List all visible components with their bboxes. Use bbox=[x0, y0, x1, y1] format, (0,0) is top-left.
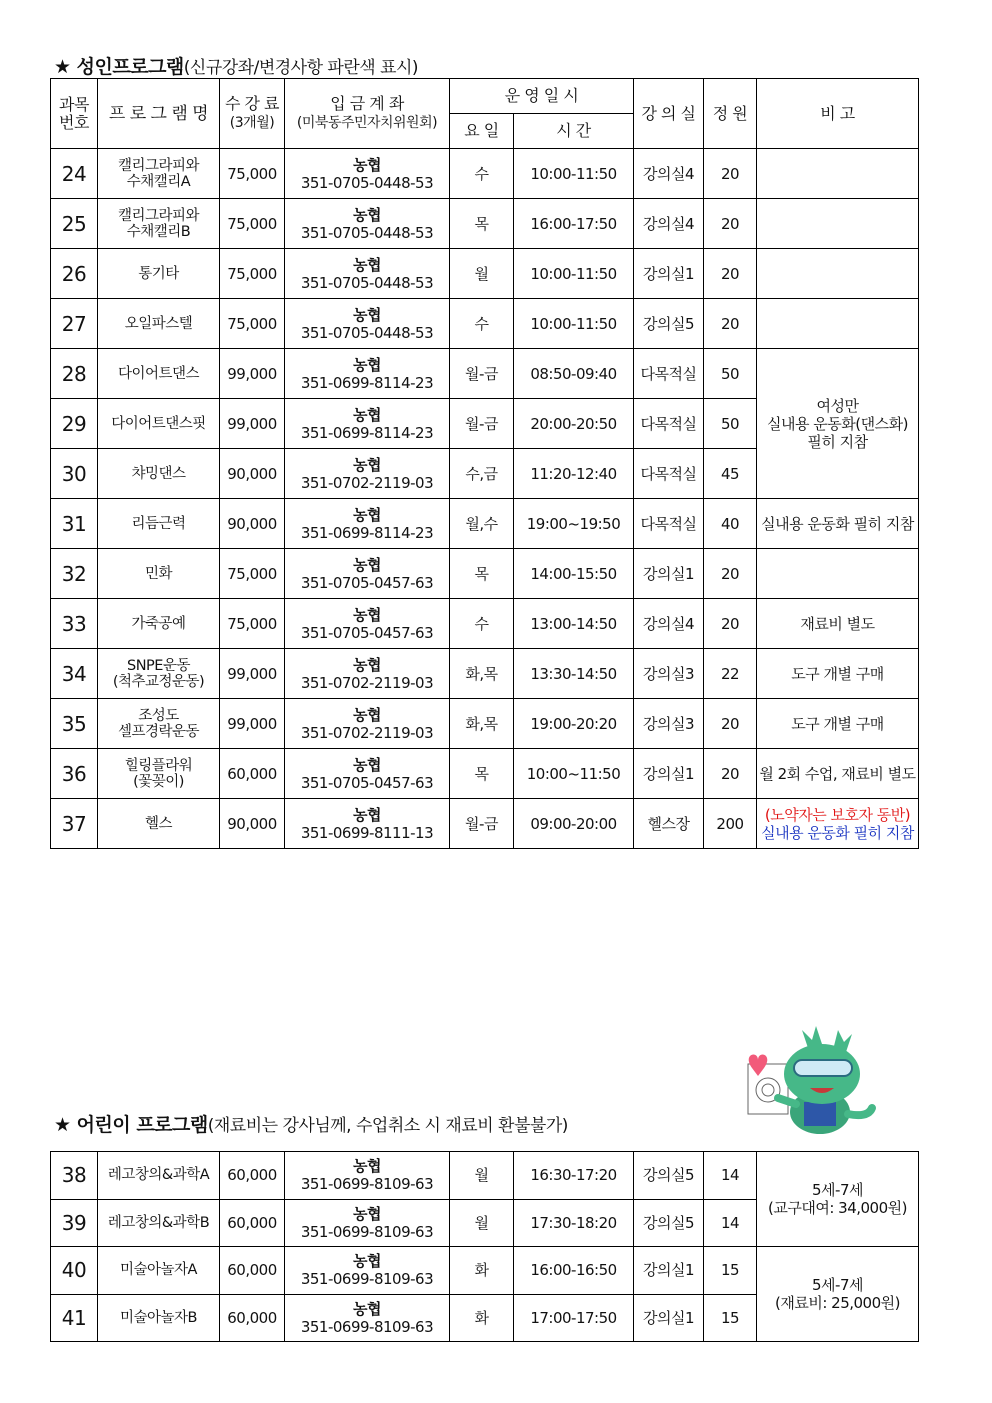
course-number: 39 bbox=[51, 1199, 98, 1247]
program-name-line: 수채캘리A bbox=[126, 173, 191, 190]
program-name bbox=[98, 249, 220, 299]
room: 강의실1 bbox=[634, 749, 704, 799]
course-number: 31 bbox=[51, 499, 98, 549]
room: 강의실4 bbox=[634, 149, 704, 199]
day: 월-금 bbox=[450, 399, 514, 449]
bank-name: 농협 bbox=[353, 205, 381, 224]
course-number: 36 bbox=[51, 749, 98, 799]
program-name-line: 캘리그라피와 bbox=[117, 207, 200, 224]
time: 14:00-15:50 bbox=[514, 549, 634, 599]
room: 헬스장 bbox=[634, 799, 704, 849]
time: 17:00-17:50 bbox=[514, 1294, 634, 1342]
program-name-line: 다이어트댄스 bbox=[117, 365, 200, 382]
course-number: 24 bbox=[51, 149, 98, 199]
program-name bbox=[98, 599, 220, 649]
course-number: 28 bbox=[51, 349, 98, 399]
course-number: 29 bbox=[51, 399, 98, 449]
account-cell bbox=[285, 149, 450, 199]
note bbox=[757, 1247, 919, 1342]
capacity: 20 bbox=[704, 299, 757, 349]
day: 목 bbox=[450, 749, 514, 799]
note bbox=[757, 149, 919, 199]
day: 목 bbox=[450, 549, 514, 599]
table-row bbox=[51, 799, 919, 849]
adult-section-title bbox=[54, 52, 418, 79]
program-name-line: 미술아놀자A bbox=[120, 1262, 197, 1279]
note-line: 필히 지참 bbox=[807, 432, 868, 451]
bank-name: 농협 bbox=[353, 655, 381, 674]
bank-name: 농협 bbox=[353, 155, 381, 174]
program-name-line: 미술아놀자B bbox=[120, 1309, 197, 1326]
day: 월-금 bbox=[450, 799, 514, 849]
fee: 75,000 bbox=[220, 249, 285, 299]
fee: 90,000 bbox=[220, 799, 285, 849]
account-cell bbox=[285, 499, 450, 549]
note-line: (교구대여: 34,000원) bbox=[768, 1199, 907, 1217]
room: 강의실1 bbox=[634, 1294, 704, 1342]
day: 수,금 bbox=[450, 449, 514, 499]
room: 다목적실 bbox=[634, 449, 704, 499]
children-title-sub: (재료비는 강사님께, 수업취소 시 재료비 환불불가) bbox=[207, 1116, 568, 1136]
room: 강의실5 bbox=[634, 299, 704, 349]
account-number: 351-0702-2119-03 bbox=[300, 673, 434, 692]
capacity: 20 bbox=[704, 149, 757, 199]
table-row bbox=[51, 1247, 919, 1295]
room: 강의실5 bbox=[634, 1199, 704, 1247]
fee: 99,000 bbox=[220, 399, 285, 449]
program-name bbox=[98, 299, 220, 349]
fee: 75,000 bbox=[220, 549, 285, 599]
bank-name: 농협 bbox=[353, 1252, 381, 1271]
time: 10:00-11:50 bbox=[514, 299, 634, 349]
room: 강의실1 bbox=[634, 549, 704, 599]
capacity: 50 bbox=[704, 349, 757, 399]
course-number: 32 bbox=[51, 549, 98, 599]
capacity: 20 bbox=[704, 599, 757, 649]
time: 19:00-20:20 bbox=[514, 699, 634, 749]
day: 수 bbox=[450, 299, 514, 349]
account-cell bbox=[285, 399, 450, 449]
capacity: 20 bbox=[704, 699, 757, 749]
program-name-line: 다이어트댄스핏 bbox=[111, 415, 206, 432]
note bbox=[757, 249, 919, 299]
table-row bbox=[51, 1152, 919, 1200]
header-fee: 수 강 료 (3개월) bbox=[220, 79, 285, 149]
fee: 60,000 bbox=[220, 1294, 285, 1342]
capacity: 45 bbox=[704, 449, 757, 499]
table-row bbox=[51, 749, 919, 799]
account-cell bbox=[285, 699, 450, 749]
capacity: 20 bbox=[704, 749, 757, 799]
bank-name: 농협 bbox=[353, 405, 381, 424]
account-number: 351-0705-0457-63 bbox=[300, 773, 434, 792]
bank-name: 농협 bbox=[353, 1299, 381, 1318]
note bbox=[757, 699, 919, 749]
note bbox=[757, 299, 919, 349]
bank-name: 농협 bbox=[353, 1204, 381, 1223]
note bbox=[757, 749, 919, 799]
account-number: 351-0705-0457-63 bbox=[300, 623, 434, 642]
account-cell bbox=[285, 299, 450, 349]
day: 수 bbox=[450, 599, 514, 649]
time: 08:50-09:40 bbox=[514, 349, 634, 399]
note-line: (노약자는 보호자 동반) bbox=[764, 805, 911, 824]
fee: 99,000 bbox=[220, 649, 285, 699]
program-name bbox=[98, 1152, 220, 1200]
bank-name: 농협 bbox=[353, 1157, 381, 1176]
fee: 99,000 bbox=[220, 349, 285, 399]
program-name-line: 리듬근력 bbox=[131, 515, 186, 532]
time: 10:00-11:50 bbox=[514, 149, 634, 199]
fee: 99,000 bbox=[220, 699, 285, 749]
day: 화,목 bbox=[450, 649, 514, 699]
day: 수 bbox=[450, 149, 514, 199]
program-name bbox=[98, 499, 220, 549]
capacity: 15 bbox=[704, 1294, 757, 1342]
bank-name: 농협 bbox=[353, 255, 381, 274]
program-name-line: 가죽공예 bbox=[131, 615, 186, 632]
time: 09:00-20:00 bbox=[514, 799, 634, 849]
program-name-line: 캘리그라피와 bbox=[117, 157, 200, 174]
account-cell bbox=[285, 549, 450, 599]
adult-program-table bbox=[50, 78, 919, 849]
course-number: 38 bbox=[51, 1152, 98, 1200]
program-name-line: 레고창의&과학B bbox=[107, 1214, 210, 1231]
course-number: 40 bbox=[51, 1247, 98, 1295]
time: 16:30-17:20 bbox=[514, 1152, 634, 1200]
note bbox=[757, 349, 919, 499]
room: 강의실3 bbox=[634, 649, 704, 699]
account-number: 351-0702-2119-03 bbox=[300, 473, 434, 492]
account-number: 351-0705-0448-53 bbox=[300, 173, 434, 192]
table-row bbox=[51, 699, 919, 749]
bank-name: 농협 bbox=[353, 605, 381, 624]
note bbox=[757, 1152, 919, 1247]
table-row bbox=[51, 149, 919, 199]
program-name bbox=[98, 199, 220, 249]
day: 월 bbox=[450, 249, 514, 299]
program-name-line: (꽃꽂이) bbox=[133, 773, 184, 790]
fee: 60,000 bbox=[220, 749, 285, 799]
header-account: 입 금 계 좌 (미북동주민자치위원회) bbox=[285, 79, 450, 149]
capacity: 200 bbox=[704, 799, 757, 849]
course-number: 30 bbox=[51, 449, 98, 499]
program-name-line: 레고창의&과학A bbox=[107, 1167, 210, 1184]
note bbox=[757, 549, 919, 599]
course-number: 25 bbox=[51, 199, 98, 249]
program-name-line: 셀프경락운동 bbox=[117, 723, 200, 740]
day: 월,수 bbox=[450, 499, 514, 549]
note-line: 여성만 bbox=[816, 396, 859, 415]
capacity: 40 bbox=[704, 499, 757, 549]
children-program-table bbox=[50, 1151, 919, 1342]
room: 다목적실 bbox=[634, 399, 704, 449]
program-name bbox=[98, 149, 220, 199]
program-name bbox=[98, 549, 220, 599]
day: 월 bbox=[450, 1152, 514, 1200]
program-name bbox=[98, 1199, 220, 1247]
room: 강의실1 bbox=[634, 249, 704, 299]
fee: 75,000 bbox=[220, 149, 285, 199]
account-cell bbox=[285, 1294, 450, 1342]
account-cell bbox=[285, 449, 450, 499]
course-number: 37 bbox=[51, 799, 98, 849]
header-time: 시 간 bbox=[514, 114, 634, 149]
header-name: 프 로 그 램 명 bbox=[98, 79, 220, 149]
note-line: (재료비: 25,000원) bbox=[775, 1294, 900, 1312]
note-line: 월 2회 수업, 재료비 별도 bbox=[759, 764, 916, 783]
table-row bbox=[51, 649, 919, 699]
note-line: 실내용 운동화 필히 지참 bbox=[761, 823, 914, 842]
note-line: 실내용 운동화(댄스화) bbox=[767, 414, 908, 433]
account-number: 351-0705-0448-53 bbox=[300, 223, 434, 242]
account-number: 351-0699-8114-23 bbox=[300, 523, 434, 542]
course-number: 41 bbox=[51, 1294, 98, 1342]
account-number: 351-0699-8111-13 bbox=[300, 823, 434, 842]
room: 다목적실 bbox=[634, 499, 704, 549]
time: 19:00~19:50 bbox=[514, 499, 634, 549]
table-row bbox=[51, 299, 919, 349]
program-name bbox=[98, 1294, 220, 1342]
time: 11:20-12:40 bbox=[514, 449, 634, 499]
time: 16:00-17:50 bbox=[514, 199, 634, 249]
time: 17:30-18:20 bbox=[514, 1199, 634, 1247]
course-number: 35 bbox=[51, 699, 98, 749]
course-number: 34 bbox=[51, 649, 98, 699]
day: 월-금 bbox=[450, 349, 514, 399]
header-day: 요 일 bbox=[450, 114, 514, 149]
room: 강의실1 bbox=[634, 1247, 704, 1295]
table-row bbox=[51, 549, 919, 599]
header-note: 비 고 bbox=[757, 79, 919, 149]
children-table-body bbox=[51, 1152, 919, 1342]
account-cell bbox=[285, 199, 450, 249]
day: 화 bbox=[450, 1247, 514, 1295]
time: 16:00-16:50 bbox=[514, 1247, 634, 1295]
header-room: 강 의 실 bbox=[634, 79, 704, 149]
table-row bbox=[51, 599, 919, 649]
account-number: 351-0699-8109-63 bbox=[300, 1270, 434, 1289]
table-row bbox=[51, 499, 919, 549]
program-name bbox=[98, 799, 220, 849]
program-name-line: 민화 bbox=[144, 565, 172, 582]
account-cell bbox=[285, 1152, 450, 1200]
table-row bbox=[51, 249, 919, 299]
program-name-line: 통기타 bbox=[138, 265, 179, 282]
header-number: 과목 번호 bbox=[51, 79, 98, 149]
fee: 60,000 bbox=[220, 1152, 285, 1200]
note bbox=[757, 799, 919, 849]
adult-title-sub: (신규강좌/변경사항 파란색 표시) bbox=[183, 58, 419, 78]
note bbox=[757, 199, 919, 249]
account-number: 351-0702-2119-03 bbox=[300, 723, 434, 742]
account-number: 351-0699-8114-23 bbox=[300, 373, 434, 392]
program-name bbox=[98, 1247, 220, 1295]
program-name-line: 챠밍댄스 bbox=[131, 465, 186, 482]
table-row bbox=[51, 199, 919, 249]
table-row bbox=[51, 349, 919, 399]
adult-title-main: ★ 성인프로그램 bbox=[54, 56, 184, 78]
day: 화 bbox=[450, 1294, 514, 1342]
room: 강의실3 bbox=[634, 699, 704, 749]
note-line: 재료비 별도 bbox=[800, 614, 875, 633]
account-number: 351-0705-0448-53 bbox=[300, 273, 434, 292]
header-schedule: 운 영 일 시 bbox=[450, 79, 634, 114]
time: 13:00-14:50 bbox=[514, 599, 634, 649]
capacity: 14 bbox=[704, 1199, 757, 1247]
room: 강의실4 bbox=[634, 199, 704, 249]
fee: 90,000 bbox=[220, 449, 285, 499]
time: 13:30-14:50 bbox=[514, 649, 634, 699]
fee: 60,000 bbox=[220, 1247, 285, 1295]
time: 10:00~11:50 bbox=[514, 749, 634, 799]
bank-name: 농협 bbox=[353, 755, 381, 774]
note-line: 실내용 운동화 필히 지참 bbox=[761, 514, 914, 533]
account-number: 351-0699-8109-63 bbox=[300, 1175, 434, 1194]
account-cell bbox=[285, 649, 450, 699]
program-name bbox=[98, 649, 220, 699]
room: 강의실4 bbox=[634, 599, 704, 649]
account-cell bbox=[285, 599, 450, 649]
account-cell bbox=[285, 1247, 450, 1295]
account-number: 351-0705-0448-53 bbox=[300, 323, 434, 342]
capacity: 20 bbox=[704, 549, 757, 599]
capacity: 20 bbox=[704, 199, 757, 249]
header-capacity: 정 원 bbox=[704, 79, 757, 149]
day: 화,목 bbox=[450, 699, 514, 749]
fee: 60,000 bbox=[220, 1199, 285, 1247]
account-cell bbox=[285, 349, 450, 399]
note-line: 도구 개별 구매 bbox=[791, 714, 884, 733]
note-line: 5세-7세 bbox=[812, 1181, 863, 1199]
program-name bbox=[98, 749, 220, 799]
fee: 90,000 bbox=[220, 499, 285, 549]
capacity: 14 bbox=[704, 1152, 757, 1200]
program-name-line: SNPE운동 bbox=[127, 657, 190, 674]
program-name-line: 조성도 bbox=[138, 707, 179, 724]
note-line: 도구 개별 구매 bbox=[791, 664, 884, 683]
program-name bbox=[98, 699, 220, 749]
note bbox=[757, 599, 919, 649]
bank-name: 농협 bbox=[353, 805, 381, 824]
bank-name: 농협 bbox=[353, 305, 381, 324]
note-line: 5세-7세 bbox=[812, 1276, 863, 1294]
capacity: 22 bbox=[704, 649, 757, 699]
course-number: 33 bbox=[51, 599, 98, 649]
program-name-line: 힐링플라워 bbox=[124, 757, 193, 774]
children-section-title bbox=[54, 1110, 568, 1137]
account-number: 351-0699-8109-63 bbox=[300, 1317, 434, 1336]
capacity: 15 bbox=[704, 1247, 757, 1295]
children-title-main: ★ 어린이 프로그램 bbox=[54, 1114, 208, 1136]
program-name-line: 수채캘리B bbox=[126, 223, 191, 240]
day: 월 bbox=[450, 1199, 514, 1247]
adult-table-body bbox=[51, 149, 919, 849]
green-dragon-mascot-icon bbox=[738, 1024, 878, 1140]
bank-name: 농협 bbox=[353, 455, 381, 474]
note bbox=[757, 499, 919, 549]
note bbox=[757, 649, 919, 699]
account-number: 351-0705-0457-63 bbox=[300, 573, 434, 592]
program-name bbox=[98, 399, 220, 449]
program-name bbox=[98, 449, 220, 499]
bank-name: 농협 bbox=[353, 705, 381, 724]
day: 목 bbox=[450, 199, 514, 249]
account-cell bbox=[285, 1199, 450, 1247]
program-name-line: 헬스 bbox=[144, 815, 172, 832]
bank-name: 농협 bbox=[353, 555, 381, 574]
account-cell bbox=[285, 799, 450, 849]
capacity: 20 bbox=[704, 249, 757, 299]
program-name-line: (척추교정운동) bbox=[112, 673, 205, 690]
fee: 75,000 bbox=[220, 599, 285, 649]
account-cell bbox=[285, 249, 450, 299]
time: 20:00-20:50 bbox=[514, 399, 634, 449]
account-number: 351-0699-8109-63 bbox=[300, 1222, 434, 1241]
room: 다목적실 bbox=[634, 349, 704, 399]
bank-name: 농협 bbox=[353, 355, 381, 374]
account-number: 351-0699-8114-23 bbox=[300, 423, 434, 442]
room: 강의실5 bbox=[634, 1152, 704, 1200]
program-name-line: 오일파스텔 bbox=[124, 315, 193, 332]
account-cell bbox=[285, 749, 450, 799]
program-name bbox=[98, 349, 220, 399]
course-number: 27 bbox=[51, 299, 98, 349]
course-number: 26 bbox=[51, 249, 98, 299]
fee: 75,000 bbox=[220, 199, 285, 249]
capacity: 50 bbox=[704, 399, 757, 449]
bank-name: 농협 bbox=[353, 505, 381, 524]
fee: 75,000 bbox=[220, 299, 285, 349]
time: 10:00-11:50 bbox=[514, 249, 634, 299]
